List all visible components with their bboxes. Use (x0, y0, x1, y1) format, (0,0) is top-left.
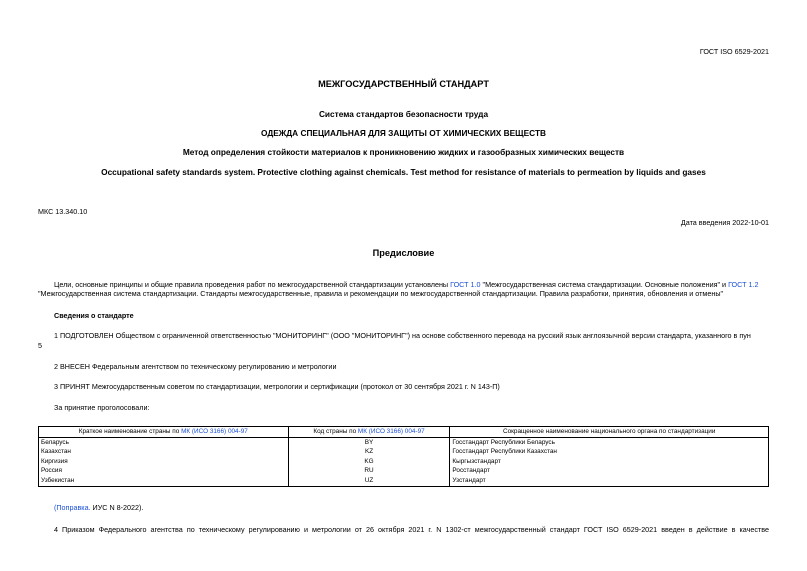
preface-text-mid: "Межгосударственная система стандартизации. Основные положения" и (480, 280, 729, 289)
code-cell: UZ (288, 476, 450, 486)
preface-heading: Предисловие (372, 248, 435, 258)
body-cell: Госстандарт Республики Беларусь (450, 437, 769, 447)
header-code: Код страны по МК (ИСО 3166) 004-97 (288, 427, 450, 438)
mk-iso-link[interactable]: МК (ИСО 3166) 004-97 (357, 428, 425, 435)
country-cell: Россия (39, 466, 289, 476)
item-1-line1: 1 ПОДГОТОВЛЕН Обществом с ограниченной ответственностью "МОНИТОРИНГ" (ООО "МОНИТОРИНГ") на основе собственного перевода на русский язык англоязычной версии стандарта, указанного в пун (54, 331, 751, 340)
amendment-text: ИУС N 8-2022). (90, 503, 144, 512)
table-row (39, 466, 769, 476)
code-cell: KZ (288, 447, 450, 457)
intro-date: Дата введения 2022-10-01 (680, 218, 769, 227)
country-cell: Казахстан (39, 447, 289, 457)
gost-1-0-link[interactable]: ГОСТ 1.0 (450, 280, 481, 289)
mks-code: МКС 13.340.10 (38, 207, 88, 216)
header-body: Сокращенное наименование национального органа по стандартизации (450, 427, 769, 438)
table-row (39, 437, 769, 447)
preface-text-start: Цели, основные принципы и общие правила проведения работ по межгосударственной стандартизации установлены (54, 280, 451, 289)
country-cell: Киргизия (39, 457, 289, 467)
main-title: ОДЕЖДА СПЕЦИАЛЬНАЯ ДЛЯ ЗАЩИТЫ ОТ ХИМИЧЕСКИХ ВЕЩЕСТВ (260, 128, 547, 138)
gost-1-2-link[interactable]: ГОСТ 1.2 (728, 280, 759, 289)
info-heading: Сведения о стандарте (54, 311, 134, 320)
country-cell: Узбекистан (39, 476, 289, 486)
table-row (39, 447, 769, 457)
table-header-row (39, 427, 769, 438)
item-1-line2: 5 (38, 341, 42, 350)
body-cell: Кыргызстандарт (450, 457, 769, 467)
system-title: Система стандартов безопасности труда (318, 109, 489, 119)
english-title: Occupational safety standards system. Protective clothing against chemicals. Test method for resistance of materials to permeation by liquids and gases (101, 167, 706, 177)
preface-text-line2: "Межгосударственная система стандартизации. Стандарты межгосударственные, правила и рекомендации по межгосударственной стандартизации. Правила разработки, принятия, обновления и отмены" (38, 289, 724, 298)
standard-type: МЕЖГОСУДАРСТВЕННЫЙ СТАНДАРТ (318, 79, 489, 89)
header-country: Краткое наименование страны по МК (ИСО 3166) 004-97 (39, 427, 289, 438)
item-3: 3 ПРИНЯТ Межгосударственным советом по стандартизации, метрологии и сертификации (протокол от 30 сентября 2021 г. N 143-П) (54, 382, 500, 391)
preface-paragraph (38, 280, 773, 298)
body-cell: Госстандарт Республики Казахстан (450, 447, 769, 457)
amendment-note (54, 503, 143, 512)
countries-table (38, 426, 769, 487)
code-cell: RU (288, 466, 450, 476)
voted-for: За принятие проголосовали: (54, 403, 150, 412)
item-4: 4 Приказом Федерального агентства по техническому регулированию и метрологии от 26 октября 2021 г. N 1302-ст межгосударственный стандарт ГОСТ ISO 6529-2021 введен в действие в качестве (54, 525, 769, 534)
country-cell: Беларусь (39, 437, 289, 447)
amendment-link[interactable]: (Поправка. (54, 503, 91, 512)
mk-iso-link[interactable]: МК (ИСО 3166) 004-97 (181, 428, 248, 435)
code-cell: BY (288, 437, 450, 447)
body-cell: Росстандарт (450, 466, 769, 476)
table-row (39, 476, 769, 486)
subtitle: Метод определения стойкости материалов к проникновению жидких и газообразных химических веществ (182, 147, 625, 157)
table-row (39, 457, 769, 467)
item-2: 2 ВНЕСЕН Федеральным агентством по техническому регулированию и метрологии (54, 362, 337, 371)
code-cell: KG (288, 457, 450, 467)
body-cell: Узстандарт (450, 476, 769, 486)
document-code: ГОСТ ISO 6529-2021 (699, 47, 769, 56)
